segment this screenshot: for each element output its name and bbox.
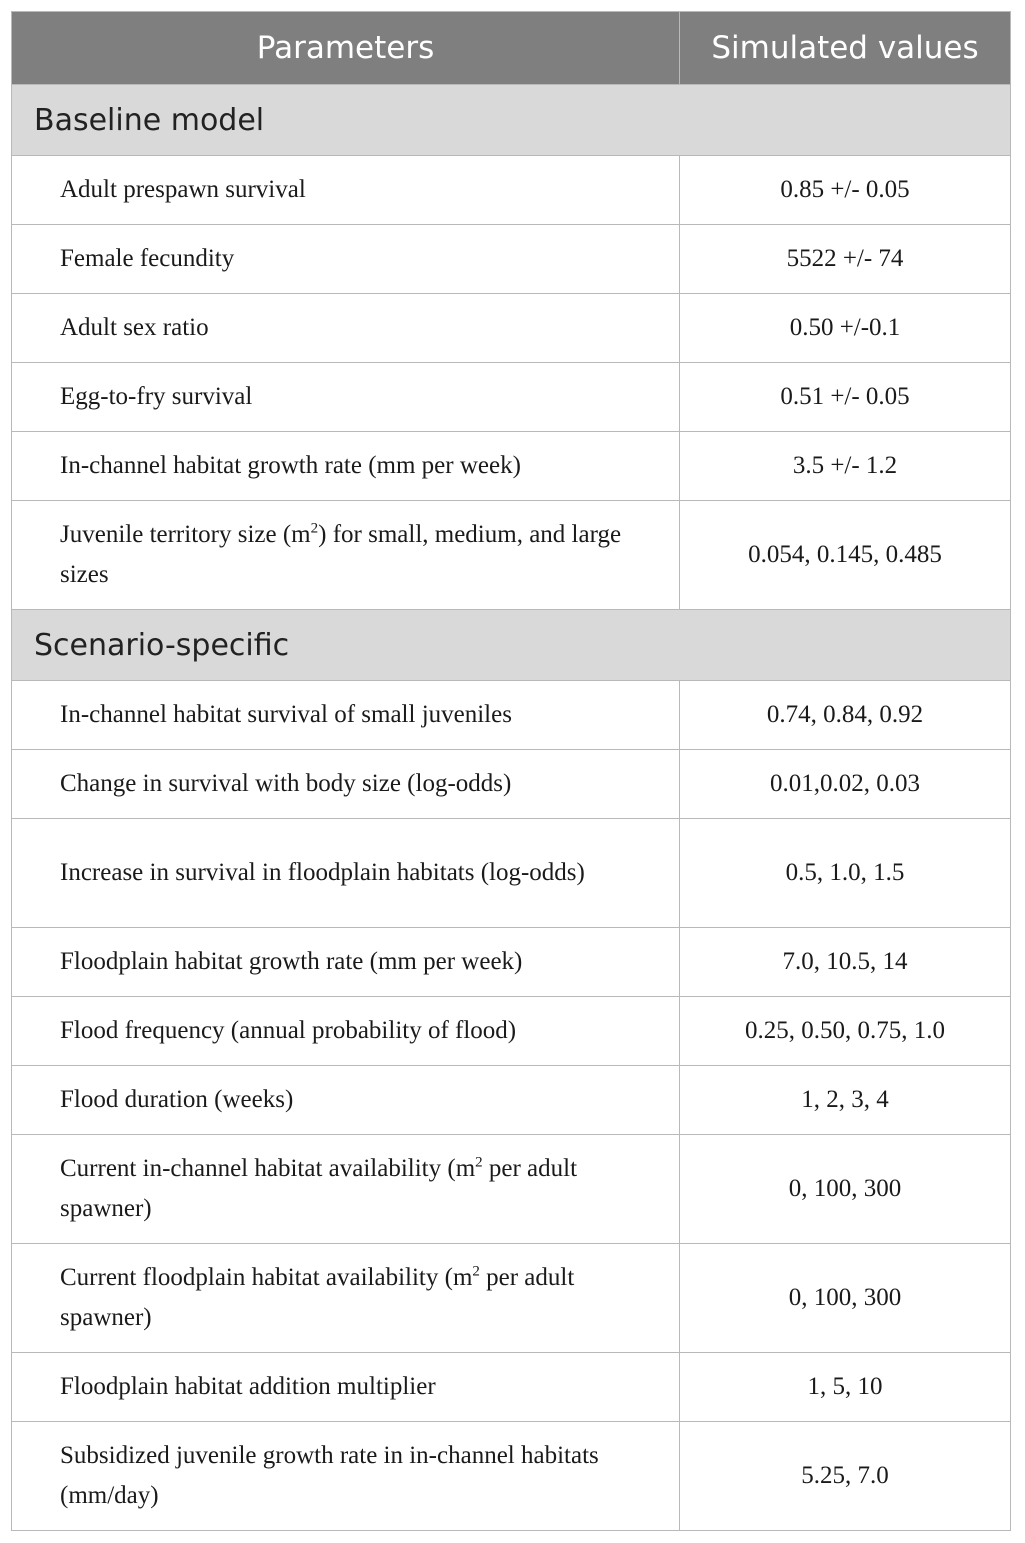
table-header-row (12, 12, 1011, 85)
value-cell: 0.74, 0.84, 0.92 (680, 681, 1011, 750)
parameter-text: Juvenile territory size (m (60, 521, 311, 548)
section-title: Baseline model (12, 85, 1011, 156)
table-row (12, 928, 1011, 997)
table-row (12, 1244, 1011, 1353)
header-simulated-values: Simulated values (680, 12, 1011, 85)
parameter-cell (12, 1135, 680, 1244)
value-cell: 3.5 +/- 1.2 (680, 432, 1011, 501)
value-cell: 0.85 +/- 0.05 (680, 156, 1011, 225)
header-parameters: Parameters (12, 12, 680, 85)
table-row (12, 363, 1011, 432)
table-row (12, 681, 1011, 750)
parameter-cell (12, 501, 680, 610)
table-row (12, 819, 1011, 928)
table-row (12, 294, 1011, 363)
value-cell: 1, 5, 10 (680, 1353, 1011, 1422)
value-cell: 7.0, 10.5, 14 (680, 928, 1011, 997)
section-row-scenario (12, 610, 1011, 681)
parameter-text: Current in-channel habitat availability (m (60, 1155, 476, 1182)
parameter-cell: Female fecundity (12, 225, 680, 294)
parameter-cell: Egg-to-fry survival (12, 363, 680, 432)
parameters-table (11, 11, 1011, 1531)
parameter-cell: Adult sex ratio (12, 294, 680, 363)
table-row (12, 1422, 1011, 1531)
table-row (12, 997, 1011, 1066)
superscript: 2 (475, 1154, 483, 1171)
value-cell: 0.5, 1.0, 1.5 (680, 819, 1011, 928)
superscript: 2 (310, 520, 319, 537)
parameters-table-container (11, 11, 1010, 1531)
table-row (12, 432, 1011, 501)
superscript: 2 (472, 1263, 480, 1280)
value-cell: 0, 100, 300 (680, 1244, 1011, 1353)
parameter-text: per adult spawner) (60, 1264, 575, 1331)
table-row (12, 501, 1011, 610)
section-title: Scenario-specific (12, 610, 1011, 681)
parameter-text: per adult spawner) (60, 1155, 578, 1222)
parameter-cell: In-channel habitat survival of small juveniles (12, 681, 680, 750)
value-cell: 5522 +/- 74 (680, 225, 1011, 294)
value-cell: 0.51 +/- 0.05 (680, 363, 1011, 432)
value-cell: 0.25, 0.50, 0.75, 1.0 (680, 997, 1011, 1066)
value-cell: 0.50 +/-0.1 (680, 294, 1011, 363)
value-cell: 0, 100, 300 (680, 1135, 1011, 1244)
value-cell: 5.25, 7.0 (680, 1422, 1011, 1531)
parameter-cell: Subsidized juvenile growth rate in in-channel habitats (mm/day) (12, 1422, 680, 1531)
parameter-cell: Change in survival with body size (log-odds) (12, 750, 680, 819)
table-row (12, 750, 1011, 819)
table-row (12, 1353, 1011, 1422)
parameter-cell: In-channel habitat growth rate (mm per week) (12, 432, 680, 501)
table-row (12, 1066, 1011, 1135)
table-row (12, 1135, 1011, 1244)
parameter-cell: Floodplain habitat growth rate (mm per week) (12, 928, 680, 997)
table-row (12, 225, 1011, 294)
parameter-text: ) for small, medium, and large sizes (60, 521, 622, 588)
section-row-baseline (12, 85, 1011, 156)
parameter-cell: Increase in survival in floodplain habitats (log-odds) (12, 819, 680, 928)
table-row (12, 156, 1011, 225)
parameter-cell: Floodplain habitat addition multiplier (12, 1353, 680, 1422)
value-cell: 0.054, 0.145, 0.485 (680, 501, 1011, 610)
parameter-text: Current floodplain habitat availability (m (60, 1264, 473, 1291)
parameter-cell: Flood frequency (annual probability of flood) (12, 997, 680, 1066)
parameter-cell: Flood duration (weeks) (12, 1066, 680, 1135)
parameter-cell: Adult prespawn survival (12, 156, 680, 225)
parameter-cell (12, 1244, 680, 1353)
value-cell: 1, 2, 3, 4 (680, 1066, 1011, 1135)
value-cell: 0.01,0.02, 0.03 (680, 750, 1011, 819)
